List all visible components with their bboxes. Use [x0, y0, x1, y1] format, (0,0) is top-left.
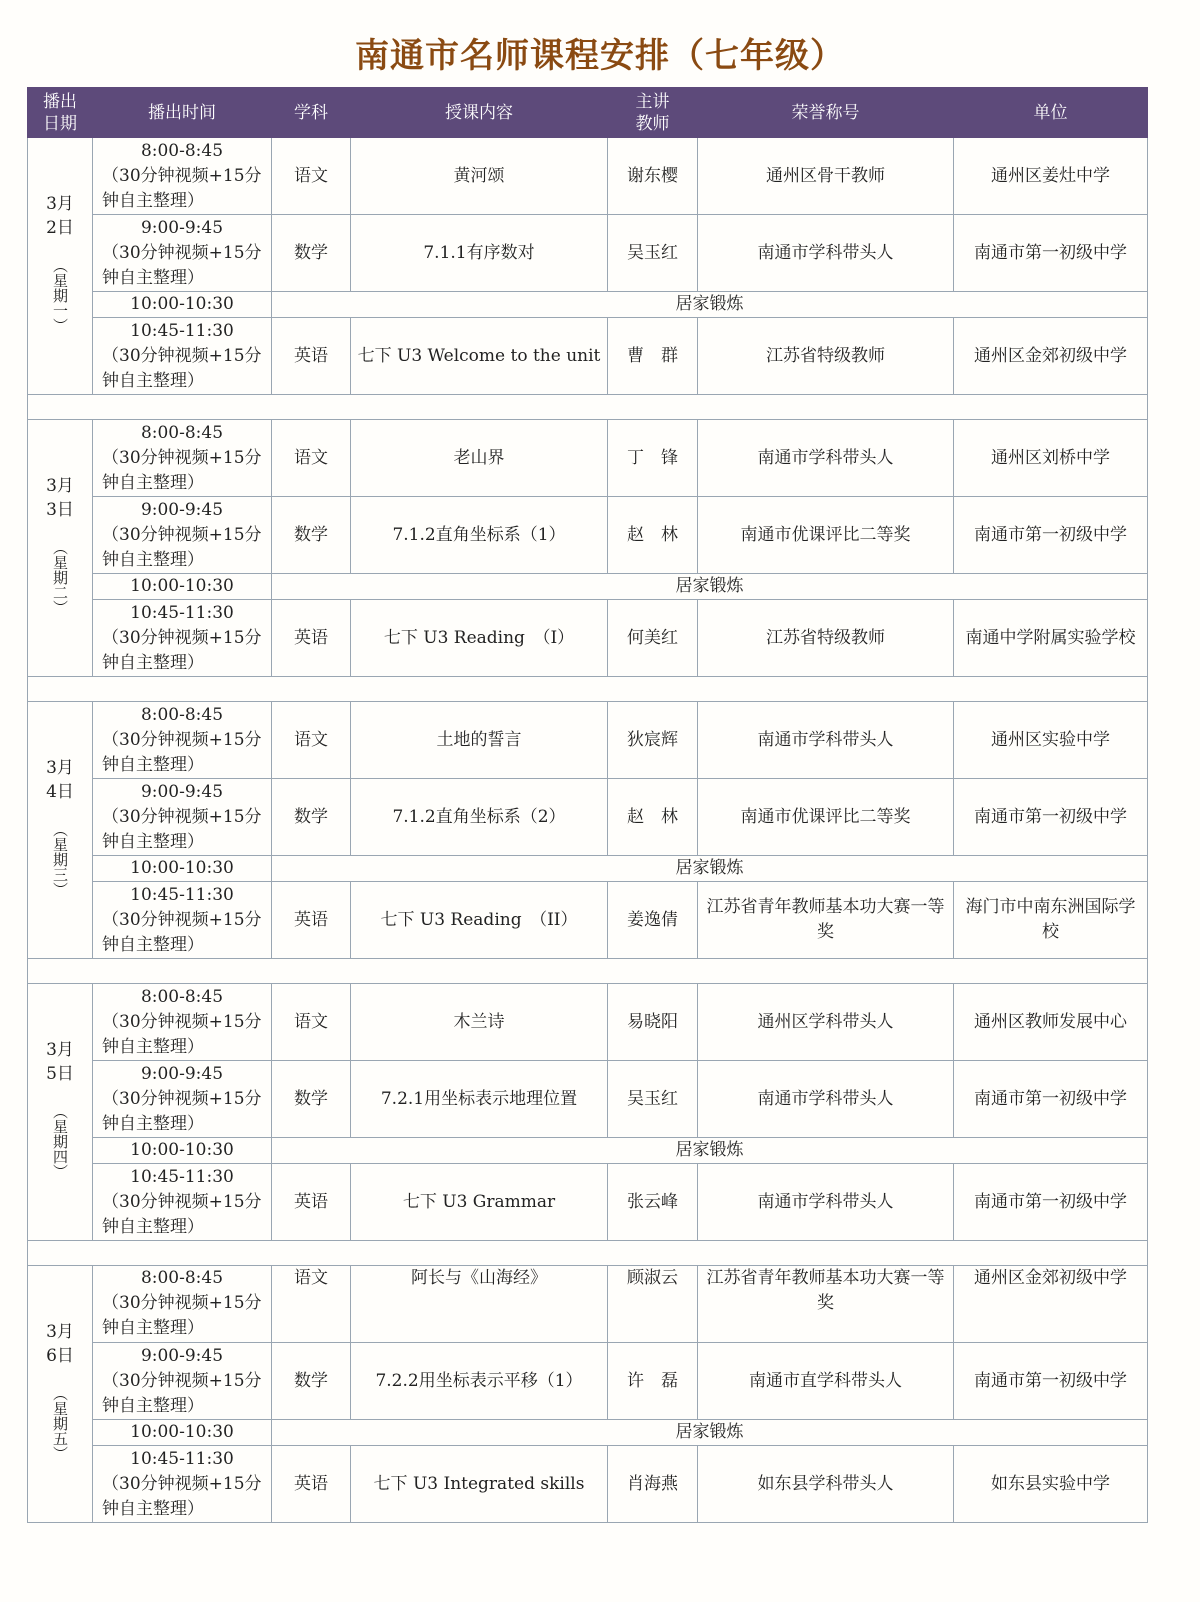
subject-cell: 数学 [272, 779, 351, 856]
break-time: 10:00-10:30 [93, 1138, 272, 1164]
break-time: 10:00-10:30 [93, 856, 272, 882]
break-row [28, 292, 1148, 318]
date-text: 3月3日 [46, 476, 74, 520]
break-row [28, 856, 1148, 882]
teacher-cell: 吴玉红 [608, 1061, 698, 1138]
time-note: （30分钟视频+15分钟自主整理） [102, 1191, 262, 1237]
separator-cell [28, 677, 1148, 702]
teacher-cell: 易晓阳 [608, 984, 698, 1061]
time-text: 10:45-11:30 [130, 320, 234, 341]
honor-cell: 南通市优课评比二等奖 [698, 779, 954, 856]
time-text: 10:45-11:30 [130, 1448, 234, 1469]
time-note: （30分钟视频+15分钟自主整理） [102, 627, 262, 673]
honor-cell: 通州区学科带头人 [698, 984, 954, 1061]
break-label: 居家锻炼 [272, 292, 1148, 318]
time-text: 8:00-8:45 [140, 422, 224, 443]
header-subject: 学科 [272, 88, 351, 138]
time-cell [93, 1164, 272, 1241]
subject-cell: 语文 [272, 702, 351, 779]
lesson-row [28, 1446, 1148, 1523]
time-note: （30分钟视频+15分钟自主整理） [102, 1088, 262, 1134]
content-cell: 七下 U3 Reading （II） [351, 882, 608, 959]
teacher-cell: 丁 锋 [608, 420, 698, 497]
break-time: 10:00-10:30 [93, 574, 272, 600]
time-note: （30分钟视频+15分钟自主整理） [102, 1473, 262, 1519]
time-cell [93, 215, 272, 292]
honor-cell: 南通市直学科带头人 [698, 1343, 954, 1420]
honor-cell: 江苏省特级教师 [698, 600, 954, 677]
separator-cell [28, 395, 1148, 420]
lesson-row [28, 779, 1148, 856]
lesson-row [28, 215, 1148, 292]
unit-cell: 海门市中南东洲国际学校 [954, 882, 1148, 959]
subject-cell: 语文 [272, 1266, 351, 1343]
time-cell [93, 702, 272, 779]
day-separator [28, 677, 1148, 702]
unit-cell: 南通市第一初级中学 [954, 497, 1148, 574]
unit-cell: 如东县实验中学 [954, 1446, 1148, 1523]
time-cell [93, 1266, 272, 1343]
honor-cell: 南通市学科带头人 [698, 702, 954, 779]
teacher-cell: 谢东樱 [608, 138, 698, 215]
teacher-cell: 吴玉红 [608, 215, 698, 292]
subject-cell: 英语 [272, 882, 351, 959]
teacher-cell: 顾淑云 [608, 1266, 698, 1343]
unit-cell: 通州区教师发展中心 [954, 984, 1148, 1061]
date-text: 3月4日 [46, 758, 74, 802]
time-cell [93, 882, 272, 959]
teacher-cell: 姜逸倩 [608, 882, 698, 959]
honor-cell: 南通市优课评比二等奖 [698, 497, 954, 574]
time-cell [93, 600, 272, 677]
subject-cell: 语文 [272, 420, 351, 497]
header-date: 播出日期 [28, 88, 93, 138]
time-cell [93, 138, 272, 215]
header-unit: 单位 [954, 88, 1148, 138]
time-note: （30分钟视频+15分钟自主整理） [102, 1011, 262, 1057]
date-cell [28, 702, 93, 959]
content-cell: 土地的誓言 [351, 702, 608, 779]
teacher-cell: 赵 林 [608, 497, 698, 574]
date-cell [28, 138, 93, 395]
break-time: 10:00-10:30 [93, 292, 272, 318]
time-note: （30分钟视频+15分钟自主整理） [102, 242, 262, 288]
time-cell [93, 497, 272, 574]
time-note: （30分钟视频+15分钟自主整理） [102, 524, 262, 570]
unit-cell: 通州区姜灶中学 [954, 138, 1148, 215]
honor-cell: 江苏省特级教师 [698, 318, 954, 395]
lesson-row [28, 702, 1148, 779]
header-content: 授课内容 [351, 88, 608, 138]
time-text: 9:00-9:45 [140, 781, 224, 802]
time-note: （30分钟视频+15分钟自主整理） [102, 345, 262, 391]
honor-cell: 江苏省青年教师基本功大赛一等奖 [698, 1266, 954, 1343]
content-cell: 阿长与《山海经》 [351, 1266, 608, 1343]
time-text: 9:00-9:45 [140, 499, 224, 520]
subject-cell: 数学 [272, 1343, 351, 1420]
lesson-row [28, 600, 1148, 677]
header-row [28, 88, 1148, 138]
date-text: 3月5日 [46, 1040, 74, 1084]
honor-cell: 南通市学科带头人 [698, 215, 954, 292]
time-text: 8:00-8:45 [140, 986, 224, 1007]
date-cell [28, 420, 93, 677]
content-cell: 七下 U3 Integrated skills [351, 1446, 608, 1523]
page-title: 南通市名师课程安排（七年级） [355, 36, 845, 76]
lesson-row [28, 1343, 1148, 1420]
subject-cell: 英语 [272, 1446, 351, 1523]
break-label: 居家锻炼 [272, 1138, 1148, 1164]
separator-cell [28, 959, 1148, 984]
header-teacher: 主讲教师 [608, 88, 698, 138]
time-text: 10:45-11:30 [130, 884, 234, 905]
break-label: 居家锻炼 [272, 856, 1148, 882]
break-label: 居家锻炼 [272, 1420, 1148, 1446]
lesson-row [28, 497, 1148, 574]
teacher-cell: 何美红 [608, 600, 698, 677]
time-cell [93, 984, 272, 1061]
subject-cell: 数学 [272, 215, 351, 292]
honor-cell: 如东县学科带头人 [698, 1446, 954, 1523]
date-text: 3月6日 [46, 1322, 74, 1366]
date-text: 3月2日 [46, 194, 74, 238]
content-cell: 黄河颂 [351, 138, 608, 215]
day-separator [28, 959, 1148, 984]
schedule-table [27, 87, 1148, 1523]
unit-cell: 通州区实验中学 [954, 702, 1148, 779]
time-note: （30分钟视频+15分钟自主整理） [102, 1370, 262, 1416]
time-cell [93, 1446, 272, 1523]
teacher-cell: 肖海燕 [608, 1446, 698, 1523]
time-text: 8:00-8:45 [140, 704, 224, 725]
weekday-text: （星期四） [51, 1104, 69, 1179]
break-row [28, 1420, 1148, 1446]
unit-cell: 南通市第一初级中学 [954, 1343, 1148, 1420]
subject-cell: 英语 [272, 600, 351, 677]
lesson-row [28, 138, 1148, 215]
time-cell [93, 779, 272, 856]
lesson-row [28, 1164, 1148, 1241]
lesson-row [28, 882, 1148, 959]
content-cell: 7.2.1用坐标表示地理位置 [351, 1061, 608, 1138]
subject-cell: 语文 [272, 984, 351, 1061]
subject-cell: 英语 [272, 318, 351, 395]
time-note: （30分钟视频+15分钟自主整理） [102, 909, 262, 955]
break-label: 居家锻炼 [272, 574, 1148, 600]
unit-cell: 南通市第一初级中学 [954, 215, 1148, 292]
content-cell: 7.1.1有序数对 [351, 215, 608, 292]
lesson-row [28, 984, 1148, 1061]
content-cell: 七下 U3 Reading （I） [351, 600, 608, 677]
header-time: 播出时间 [93, 88, 272, 138]
content-cell: 七下 U3 Grammar [351, 1164, 608, 1241]
time-text: 9:00-9:45 [140, 217, 224, 238]
time-note: （30分钟视频+15分钟自主整理） [102, 1293, 262, 1338]
time-cell [93, 318, 272, 395]
subject-cell: 英语 [272, 1164, 351, 1241]
day-separator [28, 395, 1148, 420]
weekday-text: （星期五） [51, 1386, 69, 1461]
time-text: 10:45-11:30 [130, 1166, 234, 1187]
time-note: （30分钟视频+15分钟自主整理） [102, 729, 262, 775]
honor-cell: 江苏省青年教师基本功大赛一等奖 [698, 882, 954, 959]
time-text: 8:00-8:45 [140, 140, 224, 161]
lesson-row [28, 1266, 1148, 1343]
lesson-row [28, 318, 1148, 395]
honor-cell: 南通市学科带头人 [698, 1164, 954, 1241]
time-text: 10:45-11:30 [130, 602, 234, 623]
time-cell [93, 1343, 272, 1420]
teacher-cell: 狄宸辉 [608, 702, 698, 779]
time-cell [93, 420, 272, 497]
teacher-cell: 曹 群 [608, 318, 698, 395]
time-cell [93, 1061, 272, 1138]
break-row [28, 1138, 1148, 1164]
teacher-cell: 张云峰 [608, 1164, 698, 1241]
subject-cell: 语文 [272, 138, 351, 215]
date-cell [28, 984, 93, 1241]
time-text: 9:00-9:45 [140, 1345, 224, 1366]
header-honor: 荣誉称号 [698, 88, 954, 138]
content-cell: 7.1.2直角坐标系（1） [351, 497, 608, 574]
break-time: 10:00-10:30 [93, 1420, 272, 1446]
break-row [28, 574, 1148, 600]
content-cell: 7.1.2直角坐标系（2） [351, 779, 608, 856]
time-note: （30分钟视频+15分钟自主整理） [102, 447, 262, 493]
time-note: （30分钟视频+15分钟自主整理） [102, 165, 262, 211]
weekday-text: （星期三） [51, 822, 69, 897]
day-separator [28, 1241, 1148, 1266]
honor-cell: 南通市学科带头人 [698, 1061, 954, 1138]
time-text: 9:00-9:45 [140, 1063, 224, 1084]
honor-cell: 通州区骨干教师 [698, 138, 954, 215]
teacher-cell: 赵 林 [608, 779, 698, 856]
separator-cell [28, 1241, 1148, 1266]
content-cell: 七下 U3 Welcome to the unit [351, 318, 608, 395]
unit-cell: 通州区金郊初级中学 [954, 318, 1148, 395]
content-cell: 木兰诗 [351, 984, 608, 1061]
unit-cell: 通州区金郊初级中学 [954, 1266, 1148, 1343]
weekday-text: （星期一） [51, 258, 69, 333]
weekday-text: （星期二） [51, 540, 69, 615]
lesson-row [28, 420, 1148, 497]
time-text: 8:00-8:45 [140, 1268, 224, 1288]
unit-cell: 南通市第一初级中学 [954, 779, 1148, 856]
subject-cell: 数学 [272, 1061, 351, 1138]
teacher-cell: 许 磊 [608, 1343, 698, 1420]
unit-cell: 南通市第一初级中学 [954, 1164, 1148, 1241]
unit-cell: 南通中学附属实验学校 [954, 600, 1148, 677]
content-cell: 老山界 [351, 420, 608, 497]
time-note: （30分钟视频+15分钟自主整理） [102, 806, 262, 852]
content-cell: 7.2.2用坐标表示平移（1） [351, 1343, 608, 1420]
unit-cell: 南通市第一初级中学 [954, 1061, 1148, 1138]
unit-cell: 通州区刘桥中学 [954, 420, 1148, 497]
honor-cell: 南通市学科带头人 [698, 420, 954, 497]
lesson-row [28, 1061, 1148, 1138]
subject-cell: 数学 [272, 497, 351, 574]
date-cell [28, 1266, 93, 1523]
